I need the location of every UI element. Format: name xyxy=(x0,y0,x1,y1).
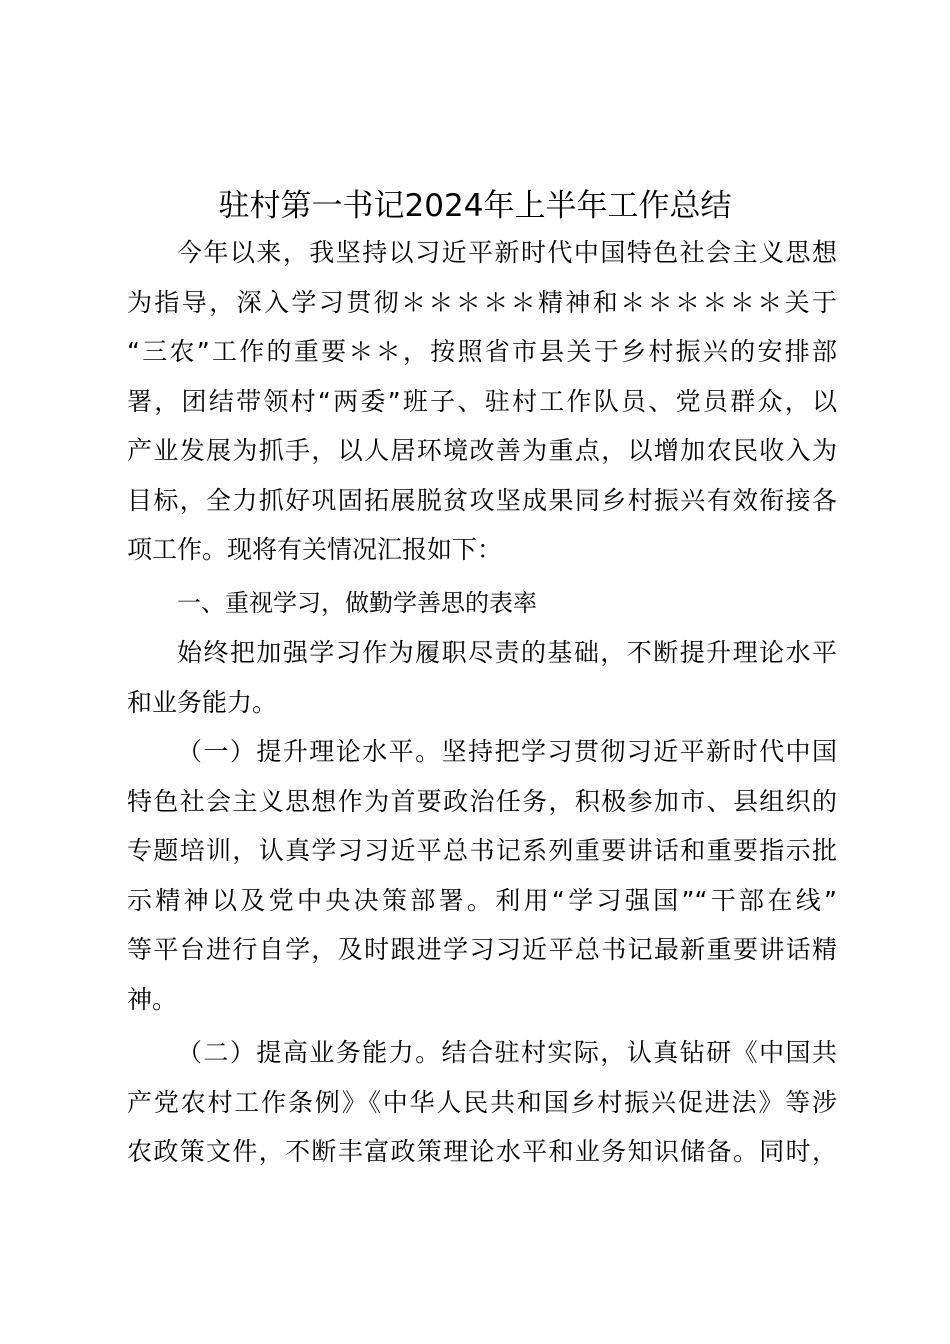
text-line: （一）提升理论水平。坚持把学习贯彻习近平新时代中国 xyxy=(177,737,837,766)
text-line: 项工作。现将有关情况汇报如下： xyxy=(127,535,503,564)
text-line: （二）提高业务能力。结合驻村实际，认真钻研《中国共 xyxy=(177,1038,837,1067)
text-line: 署，团结带领村“两委”班子、驻村工作队员、党员群众，以 xyxy=(127,386,837,416)
section-heading-1 xyxy=(127,579,837,629)
text-line: 今年以来，我坚持以习近平新时代中国特色社会主义思想 xyxy=(177,238,837,267)
text-line: 目标，全力抓好巩固拓展脱贫攻坚成果同乡村振兴有效衔接各 xyxy=(127,485,837,515)
text-line: 产党农村工作条例》《中华人民共和国乡村振兴促进法》等涉 xyxy=(127,1087,837,1117)
text-line: 和业务能力。 xyxy=(127,687,278,717)
text-line: 农政策文件，不断丰富政策理论水平和业务知识储备。同时， xyxy=(127,1137,837,1166)
text-line: 特色社会主义思想作为首要政治任务，积极参加市、县组织的 xyxy=(127,786,837,816)
paragraph-intro xyxy=(127,228,837,575)
text-line: 等平台进行自学，及时跟进学习习近平总书记最新重要讲话精 xyxy=(127,935,837,964)
text-line: 始终把加强学习作为履职尽责的基础，不断提升理论水平 xyxy=(177,638,837,667)
text-line: 专题培训，认真学习习近平总书记系列重要讲话和重要指示批 xyxy=(127,836,837,865)
section-heading-text: 一、重视学习，做勤学善思的表率 xyxy=(177,589,537,617)
text-line: 产业发展为抓手，以人居环境改善为重点，以增加农民收入为 xyxy=(127,436,837,465)
text-line: 为指导，深入学习贯彻＊＊＊＊＊精神和＊＊＊＊＊＊关于 xyxy=(127,287,837,317)
text-line: 示精神以及党中央决策部署。利用“学习强国”“干部在线” xyxy=(127,885,837,915)
paragraph-study-basis xyxy=(127,628,837,727)
text-line: 神。 xyxy=(127,984,178,1014)
document-title: 驻村第一书记2024年上半年工作总结 xyxy=(218,188,732,224)
text-line: “三农”工作的重要＊＊，按照省市县关于乡村振兴的安排部 xyxy=(127,337,837,366)
paragraph-theory-level xyxy=(127,727,837,1024)
paragraph-business-ability xyxy=(127,1028,837,1177)
